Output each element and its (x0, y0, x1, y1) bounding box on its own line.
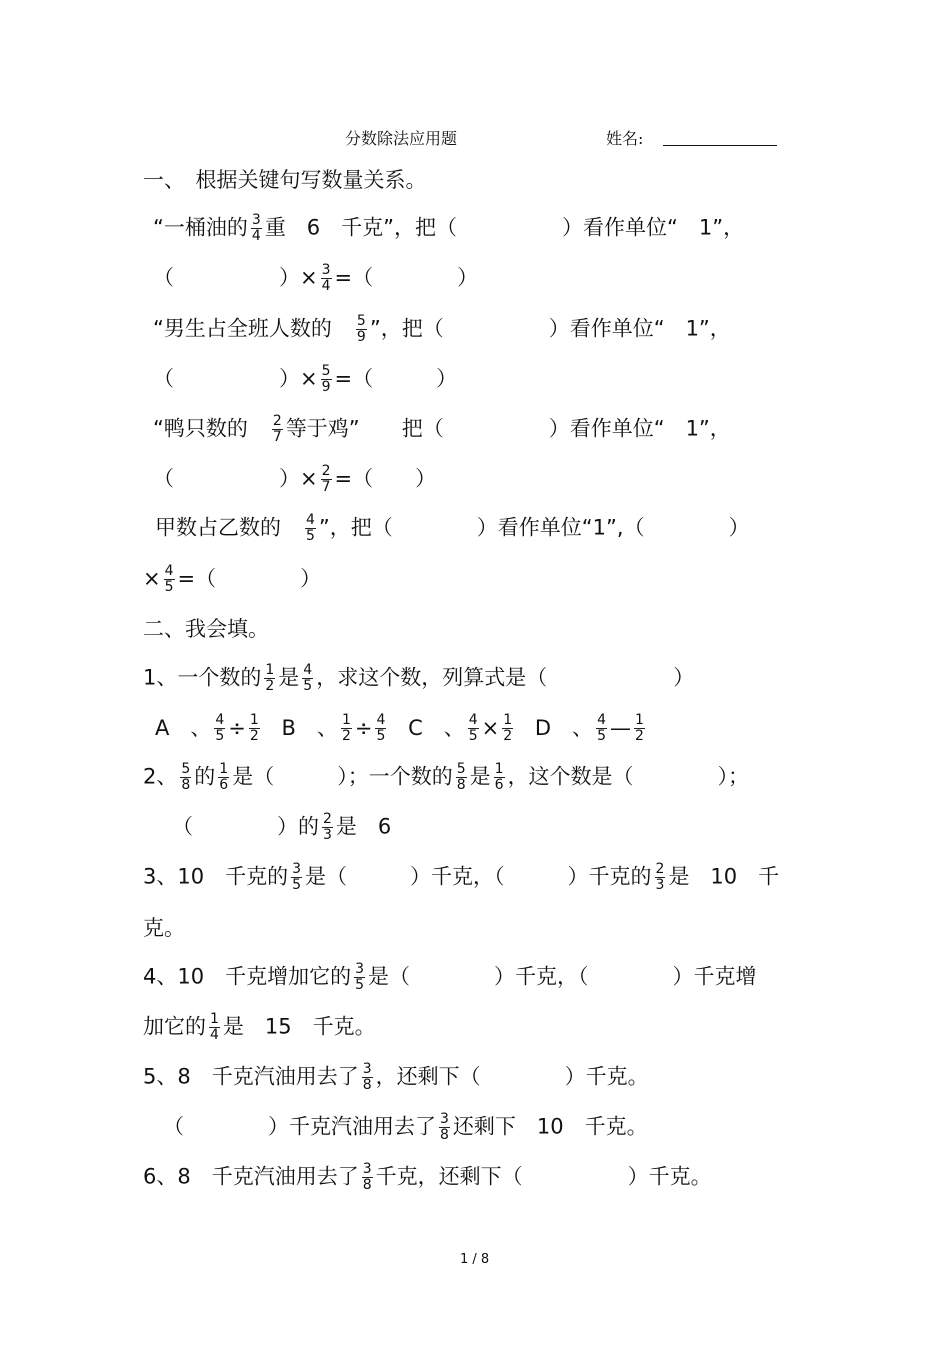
row-text: “男生占全班人数的 (153, 316, 353, 341)
s1-row-8 (143, 564, 321, 595)
fraction: $\frac{5}{9}$ (356, 313, 366, 345)
fraction: $\frac{3}{4}$ (251, 212, 261, 244)
name-label: 姓名: (606, 129, 644, 148)
row-text: （ ）× (153, 466, 318, 491)
question-3: 3、10 千克的 $\frac{3}{5}$ 是（ ）千克，（ ）千克的 $\frac{2}{3}$ 是 10 千 (143, 861, 780, 893)
fraction: $\frac{3}{4}$ (321, 262, 331, 294)
question-2-line-2: （ ）的 $\frac{2}{3}$ 是 6 (172, 811, 392, 843)
option-c[interactable]: C 、 $\frac{4}{5}$ × $\frac{1}{2}$ (408, 712, 513, 744)
question-4-line-2: 加它的 $\frac{1}{4}$ 是 15 千克。 (143, 1011, 376, 1043)
name-blank-line (663, 145, 777, 146)
row-text: “一桶油的 (153, 215, 248, 240)
row-text: ”，把（ ）看作单位“ 1”， (369, 316, 731, 341)
page-title: 分数除法应用题 (345, 129, 458, 148)
row-text: =（ ） (334, 466, 437, 491)
fraction: $\frac{3}{5}$ (292, 861, 302, 893)
question-3-line-2: 克。 (143, 916, 185, 940)
fraction: $\frac{2}{7}$ (272, 413, 282, 445)
question-5-line-2: （ ）千克汽油用去了 $\frac{3}{8}$ 还剩下 10 千克。 (163, 1111, 648, 1143)
row-text: =（ ） (177, 566, 322, 591)
fraction: $\frac{1}{4}$ (210, 1011, 219, 1043)
s1-row-7 (155, 513, 750, 544)
question-2: 2、 $\frac{5}{8}$ 的 $\frac{1}{6}$ 是（ ）；一个数的 $\frac{5}{8}$ 是 $\frac{1}{6}$ ，这个数是（ ）； (143, 761, 750, 793)
s1-row-2 (153, 263, 478, 294)
fraction: $\frac{3}{8}$ (362, 1161, 372, 1193)
fraction: $\frac{2}{7}$ (321, 463, 331, 495)
row-text: “鸭只数的 (153, 416, 269, 441)
fraction: $\frac{2}{3}$ (655, 861, 665, 893)
row-text: ”，把（ ）看作单位“1”,（ ） (318, 515, 750, 540)
option-a[interactable]: A 、 $\frac{4}{5}$ ÷ $\frac{1}{2}$ (155, 712, 259, 744)
option-d[interactable]: D 、 $\frac{4}{5}$ — $\frac{1}{2}$ (534, 712, 644, 744)
question-1: 1、一个数的 $\frac{1}{2}$ 是 $\frac{4}{5}$ ，求这个数，列算式是（ ） (143, 662, 695, 694)
fraction: $\frac{2}{3}$ (323, 811, 332, 843)
question-5: 5、8 千克汽油用去了 $\frac{3}{8}$ ，还剩下（ ）千克。 (143, 1061, 649, 1093)
fraction: $\frac{5}{9}$ (321, 363, 331, 395)
fraction: $\frac{5}{8}$ (181, 761, 191, 793)
row-text: （ ）× (153, 366, 318, 391)
fraction: $\frac{1}{6}$ (219, 761, 229, 793)
question-6: 6、8 千克汽油用去了 $\frac{3}{8}$ 千克，还剩下（ ）千克。 (143, 1161, 712, 1193)
row-text: =（ ） (334, 265, 479, 290)
s1-row-3 (153, 314, 731, 345)
row-text: （ ）× (153, 265, 318, 290)
s1-row-5 (153, 414, 731, 445)
fraction: $\frac{3}{8}$ (362, 1061, 372, 1093)
row-text: × (143, 566, 161, 591)
fraction: $\frac{3}{5}$ (355, 961, 365, 993)
section2-heading: 二、我会填。 (143, 617, 269, 641)
row-text: =（ ） (334, 366, 458, 391)
fraction: $\frac{4}{5}$ (306, 512, 315, 544)
option-b[interactable]: B 、 $\frac{1}{2}$ ÷ $\frac{4}{5}$ (281, 712, 386, 744)
fraction: $\frac{1}{6}$ (494, 761, 504, 793)
fraction: $\frac{3}{8}$ (440, 1111, 449, 1143)
fraction: $\frac{4}{5}$ (303, 662, 313, 694)
row-text: 甲数占乙数的 (155, 515, 302, 540)
row-text: 重 6 千克”，把（ ）看作单位“ 1”， (264, 215, 745, 240)
section1-heading: 一、 根据关键句写数量关系。 (143, 168, 427, 192)
fraction: $\frac{1}{2}$ (265, 662, 275, 694)
page-number: 1 / 8 (460, 1252, 490, 1267)
s1-row-6 (153, 464, 436, 495)
question-4: 4、10 千克增加它的 $\frac{3}{5}$ 是（ ）千克，（ ）千克增 (143, 961, 757, 993)
s1-row-1 (153, 213, 744, 244)
fraction: $\frac{4}{5}$ (164, 563, 174, 595)
q1-options (155, 713, 648, 744)
fraction: $\frac{5}{8}$ (456, 761, 466, 793)
s1-row-4 (153, 364, 457, 395)
row-text: 等于鸡” 把（ ）看作单位“ 1”， (285, 416, 731, 441)
